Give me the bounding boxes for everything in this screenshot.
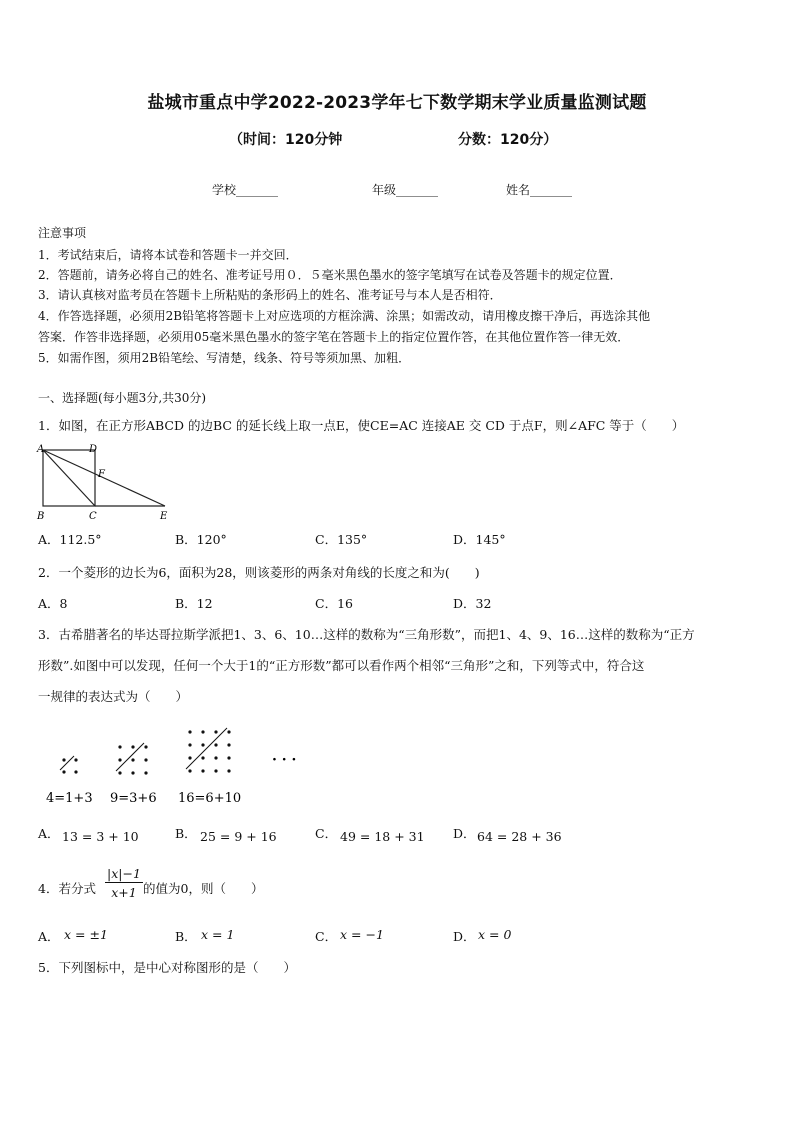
q2-option-a[interactable]: A．8 bbox=[38, 596, 68, 611]
dot bbox=[118, 771, 121, 774]
page-title: 盐城市重点中学2022-2023学年七下数学期末学业质量监测试题 bbox=[147, 93, 647, 113]
q3-option-b[interactable]: 25 = 9 + 16 bbox=[200, 829, 277, 844]
grade-field[interactable]: 年级_______ bbox=[372, 183, 439, 197]
q2-option-d[interactable]: D．32 bbox=[453, 596, 492, 611]
dot bbox=[201, 769, 204, 772]
dot bbox=[131, 745, 134, 748]
dot bbox=[214, 769, 217, 772]
dot bbox=[201, 756, 204, 759]
dot bbox=[227, 730, 230, 733]
q4-denominator: x+1 bbox=[111, 885, 137, 900]
q4-option-a[interactable]: x = ±1 bbox=[64, 927, 108, 942]
q1-option-d[interactable]: D．145° bbox=[453, 532, 506, 547]
divider-line-3 bbox=[186, 728, 227, 769]
q4-numerator: |x|−1 bbox=[105, 866, 143, 883]
q2-stem: 2．一个菱形的边长为6，面积为28，则该菱形的两条对角线的长度之和为( ) bbox=[38, 565, 480, 580]
dot bbox=[118, 758, 121, 761]
q4-fraction bbox=[105, 866, 143, 900]
q1-option-b[interactable]: B．120° bbox=[175, 532, 227, 547]
dot bbox=[74, 770, 77, 773]
dot bbox=[131, 758, 134, 761]
note-2: 2．答题前，请务必将自己的姓名、准考证号用０．５毫米黑色墨水的签字笔填写在试卷及答题卡的规定位置． bbox=[38, 268, 622, 282]
note-5: 5．如需作图，须用2B铅笔绘、写清楚，线条、符号等须加黑、加粗． bbox=[38, 351, 411, 365]
label-a: A bbox=[37, 444, 45, 455]
q4-option-b-label[interactable]: B． bbox=[175, 929, 197, 944]
note-3: 3．请认真核对监考员在答题卡上所粘贴的条形码上的姓名、准考证号与本人是否相符． bbox=[38, 288, 502, 302]
dot bbox=[74, 758, 77, 761]
q3-caption-2: 9=3+6 bbox=[110, 791, 157, 806]
section-heading: 一、选择题(每小题3分,共30分) bbox=[38, 391, 207, 405]
q4-option-a-label[interactable]: A． bbox=[38, 929, 60, 944]
q3-option-d[interactable]: 64 = 28 + 36 bbox=[477, 829, 562, 844]
q1-figure bbox=[34, 442, 184, 524]
q3-line-2: 形数”.如图中可以发现，任何一个大于1的“正方形数”都可以看作两个相邻“三角形”之和，下列等式中，符合这 bbox=[38, 658, 645, 673]
dot bbox=[188, 756, 191, 759]
label-c: C bbox=[89, 511, 97, 522]
q3-caption-3: 16=6+10 bbox=[178, 791, 242, 806]
q1-option-a[interactable]: A．112.5° bbox=[38, 532, 102, 547]
q4-option-d-label[interactable]: D． bbox=[453, 929, 476, 944]
note-1: 1．考试结束后，请将本试卷和答题卡一并交回． bbox=[38, 248, 298, 262]
dot bbox=[118, 745, 121, 748]
exam-score: 分数：120分） bbox=[458, 132, 558, 148]
q1-option-c[interactable]: C．135° bbox=[315, 532, 368, 547]
school-field[interactable]: 学校_______ bbox=[212, 183, 279, 197]
q3-option-d-label[interactable]: D． bbox=[453, 826, 476, 841]
note-4b: 答案．作答非选择题，必须用05毫米黑色墨水的签字笔在答题卡上的指定位置作答，在其他位置作答一律无效． bbox=[38, 330, 630, 344]
label-f: F bbox=[98, 469, 105, 480]
label-e: E bbox=[160, 511, 168, 522]
name-field[interactable]: 姓名_______ bbox=[506, 183, 573, 197]
dot bbox=[201, 730, 204, 733]
q4-option-c[interactable]: x = −1 bbox=[340, 927, 384, 942]
dot bbox=[188, 743, 191, 746]
q3-option-c[interactable]: 49 = 18 + 31 bbox=[340, 829, 425, 844]
q4-option-c-label[interactable]: C． bbox=[315, 929, 338, 944]
q3-line-3: 一规律的表达式为（ ） bbox=[38, 689, 189, 704]
dot bbox=[201, 743, 204, 746]
q5-stem: 5．下列图标中，是中心对称图形的是（ ） bbox=[38, 960, 296, 975]
q4-suffix: 的值为0，则（ ） bbox=[143, 881, 264, 896]
dot bbox=[188, 769, 191, 772]
dot bbox=[188, 730, 191, 733]
dot bbox=[62, 770, 65, 773]
line-ac bbox=[43, 450, 95, 506]
dot bbox=[227, 756, 230, 759]
dot bbox=[144, 771, 147, 774]
dot bbox=[144, 758, 147, 761]
q1-stem: 1．如图，在正方形ABCD 的边BC 的延长线上取一点E，使CE=AC 连接AE 交 CD 于点F，则∠AFC 等于（ ） bbox=[38, 418, 685, 433]
q2-option-b[interactable]: B．12 bbox=[175, 596, 213, 611]
label-b: B bbox=[37, 511, 45, 522]
q3-option-c-label[interactable]: C． bbox=[315, 826, 338, 841]
dot bbox=[214, 730, 217, 733]
dot bbox=[227, 769, 230, 772]
q3-option-b-label[interactable]: B． bbox=[175, 826, 197, 841]
dot bbox=[227, 743, 230, 746]
q4-option-d[interactable]: x = 0 bbox=[478, 927, 512, 942]
q4-option-b[interactable]: x = 1 bbox=[201, 927, 235, 942]
q3-option-a[interactable]: 13 = 3 + 10 bbox=[62, 829, 139, 844]
dot bbox=[131, 771, 134, 774]
q3-line-1: 3．古希腊著名的毕达哥拉斯学派把1、3、6、10…这样的数称为“三角形数”，而把1、4、9、16…这样的数称为“正方 bbox=[38, 627, 695, 642]
dot bbox=[214, 756, 217, 759]
q2-option-c[interactable]: C．16 bbox=[315, 596, 353, 611]
exam-time: （时间：120分钟 bbox=[229, 132, 343, 148]
q3-caption-1: 4=1+3 bbox=[46, 791, 93, 806]
notes-heading: 注意事项 bbox=[38, 226, 87, 240]
q3-ellipsis: · · · bbox=[272, 752, 297, 768]
q3-dot-figure bbox=[40, 722, 330, 810]
divider-line-1 bbox=[60, 756, 74, 770]
label-d: D bbox=[89, 444, 98, 455]
q3-option-a-label[interactable]: A． bbox=[38, 826, 60, 841]
dot bbox=[62, 758, 65, 761]
q4-prefix: 4．若分式 bbox=[38, 881, 96, 896]
dot bbox=[214, 743, 217, 746]
dot bbox=[144, 745, 147, 748]
note-4a: 4．作答选择题，必须用2B铅笔将答题卡上对应选项的方框涂满、涂黑；如需改动，请用橡皮擦干净后，再选涂其他 bbox=[38, 309, 651, 323]
